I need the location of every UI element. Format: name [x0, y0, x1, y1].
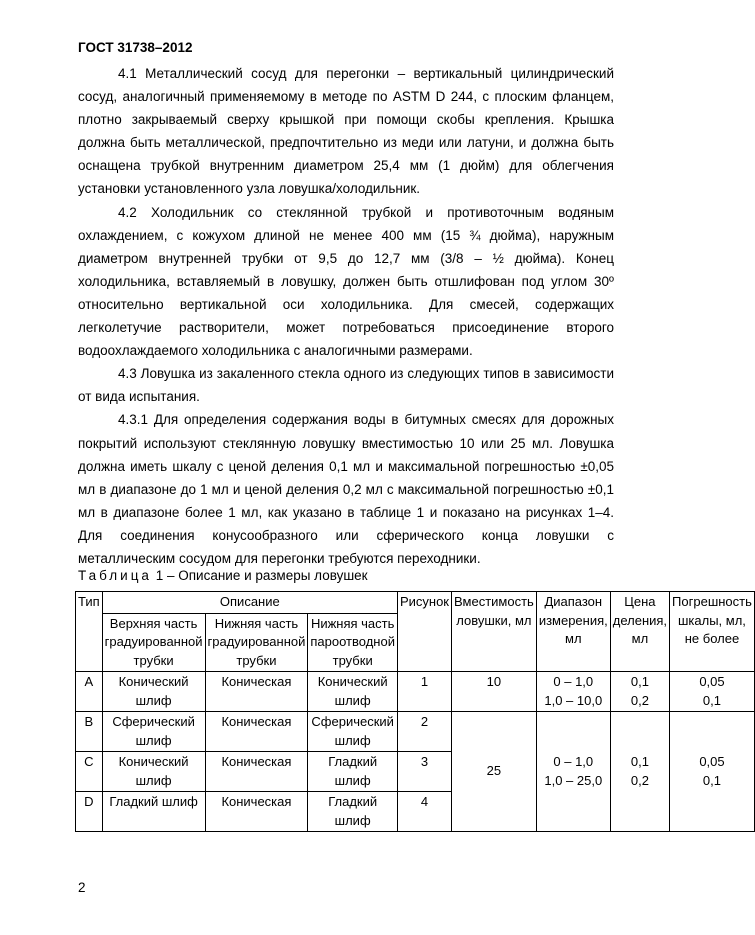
paragraph-4-3-1: 4.3.1 Для определения содержания воды в битумных смесях для дорожных покрытий используют стеклянную ловушку вместимостью 10 или 25 мл. Ловушка должна иметь шкалу с ценой деления 0,1 мл и максимальной погрешностью ±0,05 мл в диапазоне до 1 мл и ценой деления 0,2 мл с максимальной погрешностью ±0,1 мл в диапазоне более 1 мл, как указано в таблице 1 и показано на рисунках 1–4. Для соединения конусообразного или сферического конца ловушки с металлическим сосудом для перегонки требуются переходники. [78, 412, 614, 566]
cell-range-a [536, 672, 610, 712]
document-header: ГОСТ 31738–2012 [78, 40, 193, 55]
cell-figure-b: 2 [397, 712, 451, 752]
cell-figure-a: 1 [397, 672, 451, 712]
paragraph-4-3: 4.3 Ловушка из закаленного стекла одного из следующих типов в зависимости от вида испытания. [78, 366, 614, 405]
cell-lower-grad-d: Коническая [205, 792, 308, 832]
range-a-2: 1,0 – 10,0 [544, 692, 603, 708]
header-division: Цена деления, мл [610, 592, 669, 672]
paragraph-4-2: 4.2 Холодильник со стеклянной трубкой и противоточным водяным охлаждением, с кожухом длиной не менее 400 мм (15 ¾ дюйма), наружным диаметром внутренней трубки от 9,5 до 12,7 мм (3/8 – ½ дюйма). Конец холодильника, вставляемый в ловушку, должен быть отшлифован под углом 30º относительно вертикальной оси холодильника. Для смесей, содержащих легколетучие растворители, может потребоваться присоединение второго водоохлаждаемого холодильника с аналогичными размерами. [78, 204, 614, 359]
range-bcd-1: 0 – 1,0 [553, 754, 594, 769]
error-a-1: 0,05 [699, 674, 725, 689]
cell-type-a: A [76, 672, 103, 712]
division-bcd-1: 0,1 [630, 754, 649, 769]
header-description: Описание [102, 592, 397, 614]
cell-type-b: B [76, 712, 103, 752]
header-range: Диапазон измерения, мл [536, 592, 610, 672]
cell-range-bcd [536, 712, 610, 832]
error-a-2: 0,1 [702, 692, 721, 708]
cell-lower-tube-c: Гладкий шлиф [308, 752, 398, 792]
range-a-1: 0 – 1,0 [553, 674, 594, 689]
page-number: 2 [78, 880, 86, 895]
paragraph-4-1: 4.1 Металлический сосуд для перегонки – вертикальный цилиндрический сосуд, аналогичный применяемому в методе по ASTM D 244, с плоским фланцем, плотно закрываемый сверху крышкой при помощи скобы крепления. Крышка должна быть металлической, предпочтительно из меди или латуни, и должна быть оснащена трубкой внутренним диаметром 25,4 мм (1 дюйм) для облегчения установки установленного узла ловушка/холодильник. [78, 66, 614, 197]
table-caption-text: 1 – Описание и размеры ловушек [155, 568, 368, 583]
cell-division-a [610, 672, 669, 712]
cell-lower-tube-b: Сферический шлиф [308, 712, 398, 752]
range-bcd-2: 1,0 – 25,0 [544, 772, 603, 788]
header-lower-grad: Нижняя часть градуированной трубки [205, 613, 308, 672]
cell-figure-d: 4 [397, 792, 451, 832]
cell-capacity-a: 10 [452, 672, 537, 712]
error-bcd-1: 0,05 [699, 754, 725, 769]
table-row-a [76, 672, 755, 712]
header-type: Тип [76, 592, 103, 672]
header-figure: Рисунок [397, 592, 451, 672]
cell-type-c: C [76, 752, 103, 792]
header-capacity: Вместимость ловушки, мл [452, 592, 537, 672]
cell-error-a [670, 672, 755, 712]
error-bcd-2: 0,1 [702, 772, 721, 788]
division-a-1: 0,1 [630, 674, 649, 689]
cell-lower-grad-b: Коническая [205, 712, 308, 752]
header-error: Погрешность шкалы, мл, не более [670, 592, 755, 672]
traps-table [75, 591, 755, 832]
cell-upper-d: Гладкий шлиф [102, 792, 205, 832]
cell-upper-a: Конический шлиф [102, 672, 205, 712]
cell-figure-c: 3 [397, 752, 451, 792]
table-row-b [76, 712, 755, 752]
header-lower-tube: Нижняя часть пароотводной трубки [308, 613, 398, 672]
table-header-row [76, 592, 755, 614]
cell-capacity-bcd: 25 [452, 712, 537, 832]
body-text [78, 62, 614, 570]
division-a-2: 0,2 [630, 692, 649, 708]
table-caption [78, 568, 368, 583]
cell-division-bcd [610, 712, 669, 832]
cell-lower-tube-a: Конический шлиф [308, 672, 398, 712]
cell-upper-c: Конический шлиф [102, 752, 205, 792]
cell-lower-grad-c: Коническая [205, 752, 308, 792]
cell-lower-tube-d: Гладкий шлиф [308, 792, 398, 832]
cell-type-d: D [76, 792, 103, 832]
cell-upper-b: Сферический шлиф [102, 712, 205, 752]
cell-error-bcd [670, 712, 755, 832]
division-bcd-2: 0,2 [630, 772, 649, 788]
cell-lower-grad-a: Коническая [205, 672, 308, 712]
table-caption-word: Таблица [78, 568, 152, 583]
header-upper: Верхняя часть градуированной трубки [102, 613, 205, 672]
